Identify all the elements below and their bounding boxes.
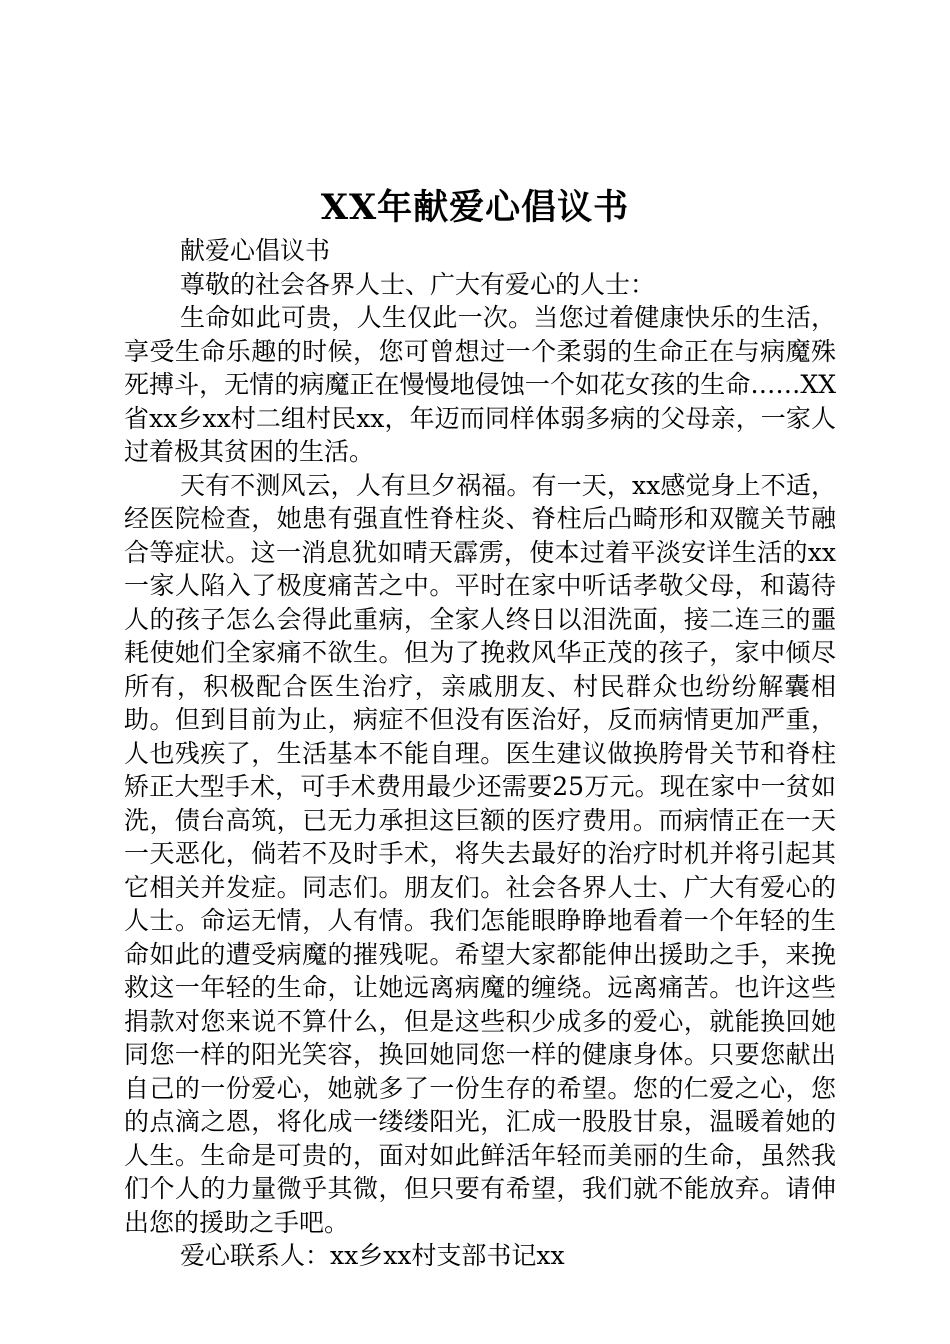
- subtitle-line: 献爱心倡议书: [180, 236, 331, 265]
- salutation-line: 尊敬的社会各界人士、广大有爱心的人士：: [180, 269, 656, 299]
- document-body: [124, 234, 836, 1273]
- body-paragraph: 天有不测风云，人有旦夕祸福。有一天，xx感觉身上不适，经医院检查，她患有强直性脊柱炎、脊柱后凸畸形和双髋关节融合等症状。这一消息犹如晴天霹雳，使本过着平淡安详生活的xx一家人陷入了极度痛苦之中。平时在家中听话孝敬父母，和蔼待人的孩子怎么会得此重病，全家人终日以泪洗面，接二连三的噩耗使她们全家痛不欲生。但为了挽救风华正茂的孩子，家中倾尽所有，积极配合医生治疗，亲戚朋友、村民群众也纷纷解囊相助。但到目前为止，病症不但没有医治好，反而病情更加严重，人也残疾了，生活基本不能自理。医生建议做换胯骨关节和脊柱矫正大型手术，可手术费用最少还需要25万元。现在家中一贫如洗，债台高筑，已无力承担这巨额的医疗费用。而病情正在一天一天恶化，倘若不及时手术，将失去最好的治疗时机并将引起其它相关并发症。同志们。朋友们。社会各界人士、广大有爱心的人士。命运无情，人有情。我们怎能眼睁睁地看着一个年轻的生命如此的遭受病魔的摧残呢。希望大家都能伸出援助之手，来挽救这一年轻的生命，让她远离病魔的缠绕。远离痛苦。也许这些捐款对您来说不算什么，但是这些积少成多的爱心，就能换回她同您一样的阳光笑容，换回她同您一样的健康身体。只要您献出自己的一份爱心，她就多了一份生存的希望。您的仁爱之心，您的点滴之恩，将化成一缕缕阳光，汇成一股股甘泉，温暖着她的人生。生命是可贵的，面对如此鲜活年轻而美丽的生命，虽然我们个人的力量微乎其微，但只要有希望，我们就不能放弃。请伸出您的援助之手吧。: [124, 470, 836, 1237]
- contact-line: 爱心联系人：xx乡xx村支部书记xx: [180, 1241, 565, 1270]
- body-paragraph: 生命如此可贵，人生仅此一次。当您过着健康快乐的生活，享受生命乐趣的时候，您可曾想过一个柔弱的生命正在与病魔殊死搏斗，无情的病魔正在慢慢地侵蚀一个如花女孩的生命……XX省xx乡xx村二组村民xx，年迈而同样体弱多病的父母亲，一家人过着极其贫困的生活。: [124, 303, 836, 466]
- document-title: XX年献爱心倡议书: [320, 187, 630, 228]
